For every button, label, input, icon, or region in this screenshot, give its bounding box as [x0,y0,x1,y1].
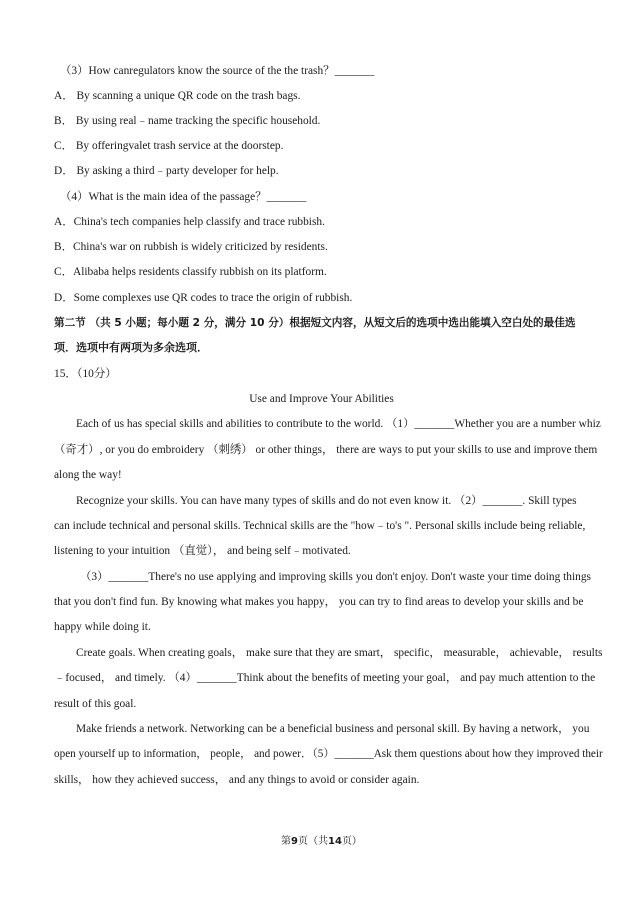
question-3-option-c: C． By offeringvalet trash service at the doorstep. [54,140,284,152]
footer-prefix: 第 [281,836,292,847]
passage-line: Create goals. When creating goals， make sure that they are smart， specific， measurable， achievable， results [76,647,603,659]
footer-mid: 页（共 [298,836,329,847]
passage-line: can include technical and personal skills. Technical skills are the "how﹣to's ". Personal skills include being reliable, [54,520,586,532]
passage-line: result of this goal. [54,698,137,710]
question-4-option-a: A．China's tech companies help classify and trace rubbish. [54,216,325,228]
section-heading-line-1: 第二节 （共 5 小题；每小题 2 分，满分 10 分）根据短文内容，从短文后的选项中选出能填入空白处的最佳选 [54,317,576,329]
question-3-stem: （3）How canregulators know the source of the the trash？_______ [60,65,375,77]
passage-line: open yourself up to information， people， and power．（5）_______Ask them questions about how they improved their [54,748,603,760]
passage-line: that you don't find fun. By knowing what makes you happy， you can try to find areas to develop your skills and be [54,596,584,608]
question-4-option-b: B．China's war on rubbish is widely criticized by residents. [54,241,328,253]
passage-line: ﹣focused， and timely. （4）_______Think about the benefits of meeting your goal， and pay much attention to the [54,672,596,684]
question-3-option-a: A． By scanning a unique QR code on the trash bags. [54,90,301,102]
question-4-option-c: C．Alibaba helps residents classify rubbish on its platform. [54,266,327,278]
passage-line: happy while doing it. [54,621,151,633]
passage-line: Each of us has special skills and abilities to contribute to the world. （1）_______Whether you are a number whiz [76,418,601,430]
section-heading-line-2: 项．选项中有两项为多余选项． [54,341,208,354]
question-4-option-d: D．Some complexes use QR codes to trace the origin of rubbish. [54,292,353,304]
question-3-option-b: B． By using real﹣name tracking the specific household. [54,115,321,127]
question-4-stem: （4）What is the main idea of the passage？_______ [60,191,307,203]
passage-line: skills， how they achieved success， and any things to avoid or consider again. [54,774,420,786]
passage-line: Make friends a network. Networking can be a beneficial business and personal skill. By having a network， you [76,723,590,735]
question-3-option-d: D． By asking a third﹣party developer for help. [54,165,279,177]
footer-total-pages: 14 [328,836,342,847]
passage-line: along the way! [54,469,122,481]
question-number: 15．（10分） [54,368,117,380]
passage-line: listening to your intuition （直觉）， and being self﹣motivated. [54,545,351,557]
footer-suffix: 页） [341,836,362,847]
page-footer [0,832,643,847]
footer-page-number: 9 [291,836,299,847]
passage-line: （3）_______There's no use applying and improving skills you don't enjoy. Don't waste your time doing things [80,571,591,583]
passage-line: （奇才）, or you do embroidery （刺绣） or other things， there are ways to put your skills to use and improve them [54,444,598,456]
passage-title: Use and Improve Your Abilities [249,393,394,405]
passage-line: Recognize your skills. You can have many types of skills and do not even know it. （2）_______. Skill types [76,495,577,507]
